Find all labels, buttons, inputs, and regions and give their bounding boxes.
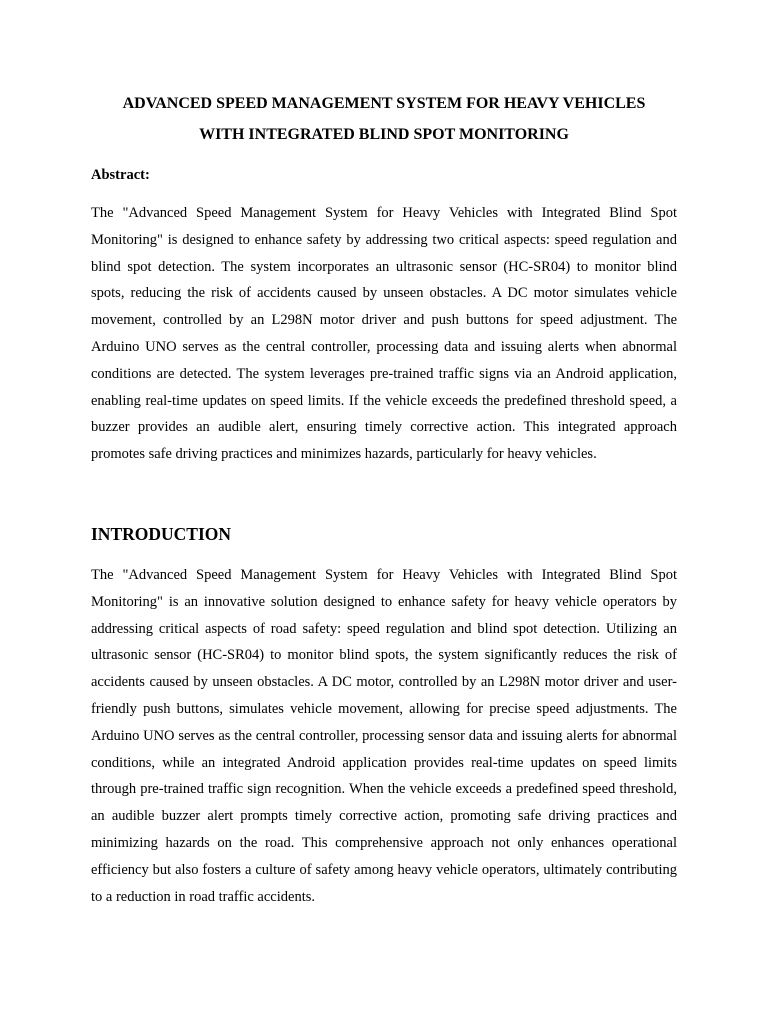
document-title-line-2: WITH INTEGRATED BLIND SPOT MONITORING [199, 126, 569, 143]
introduction-heading: INTRODUCTION [91, 524, 232, 544]
document-title-line-1: ADVANCED SPEED MANAGEMENT SYSTEM FOR HEAVY VEHICLES [122, 95, 646, 112]
abstract-label: Abstract: [91, 167, 150, 183]
introduction-paragraph: The "Advanced Speed Management System for Heavy Vehicles with Integrated Blind Spot Monitoring" is an innovative solution designed to enhance safety for heavy vehicle operators by addressing critical aspects of road safety: speed regulation and blind spot detection. Utilizing an ultrasonic sensor (HC-SR04) to monitor blind spots, the system significantly reduces the risk of accidents caused by unseen obstacles. A DC motor, controlled by an L298N motor driver and user-friendly push buttons, simulates vehicle movement, allowing for precise speed adjustments. The Arduino UNO serves as the central controller, processing sensor data and issuing alerts for abnormal conditions, while an integrated Android application provides real-time updates on speed limits through pre-trained traffic sign recognition. When the vehicle exceeds a predefined speed threshold, an audible buzzer alert prompts timely corrective action, promoting safe driving practices and minimizing hazards on the road. This comprehensive approach not only enhances operational efficiency but also fosters a culture of safety among heavy vehicle operators, ultimately contributing to a reduction in road traffic accidents. [91, 567, 677, 905]
abstract-paragraph: The "Advanced Speed Management System for Heavy Vehicles with Integrated Blind Spot Monitoring" is designed to enhance safety by addressing two critical aspects: speed regulation and blind spot detection. The system incorporates an ultrasonic sensor (HC-SR04) to monitor blind spots, reducing the risk of accidents caused by unseen obstacles. A DC motor simulates vehicle movement, controlled by an L298N motor driver and push buttons for speed adjustment. The Arduino UNO serves as the central controller, processing data and issuing alerts when abnormal conditions are detected. The system leverages pre-trained traffic signs via an Android application, enabling real-time updates on speed limits. If the vehicle exceeds the predefined threshold speed, a buzzer provides an audible alert, ensuring timely corrective action. This integrated approach promotes safe driving practices and minimizes hazards, particularly for heavy vehicles. [91, 205, 677, 463]
